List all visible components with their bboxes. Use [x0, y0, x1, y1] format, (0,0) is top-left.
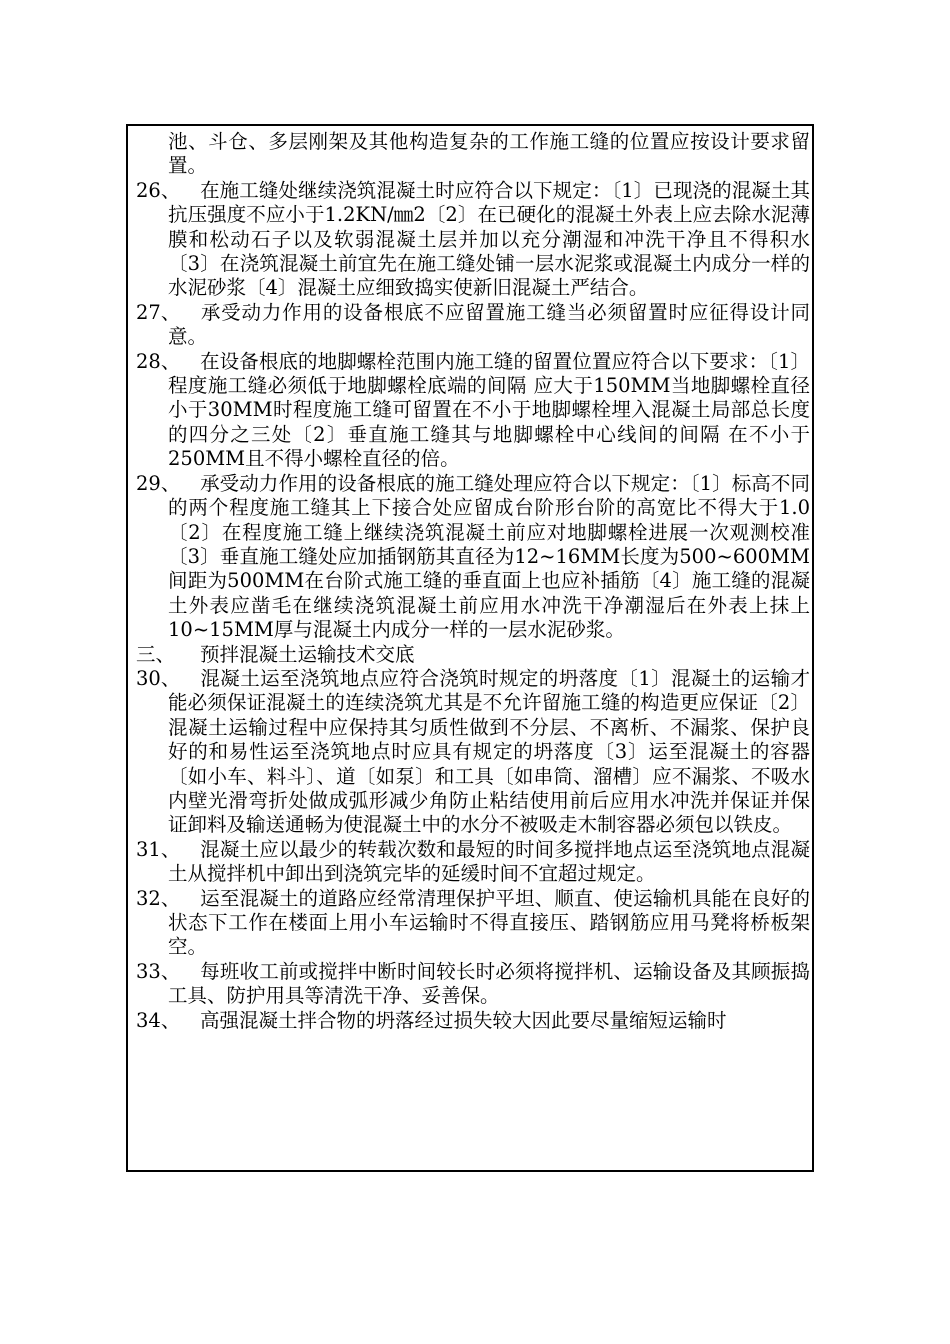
item-number: 29、	[136, 471, 181, 495]
item-number: 34、	[136, 1008, 181, 1032]
item-text: 承受动力作用的设备根底的施工缝处理应符合以下规定：〔1〕标高不同的两个程度施工缝其上下接合处应留成台阶形台阶的高宽比不得大于1.0〔2〕在程度施工缝上继续浇筑混凝土前应对地脚螺栓进展一次观测校准〔3〕垂直施工缝处应加插钢筋其直径为12~16MM长度为500~600MM间距为500MM在台阶式施工缝的垂直面上也应补插筋〔4〕施工缝的混凝土外表应凿毛在继续浇筑混凝土前应用水冲洗干净潮湿后在外表上抹上10~15MM厚与混凝土内成分一样的一层水泥砂浆。	[168, 471, 810, 642]
item-number: 30、	[136, 666, 181, 690]
item-text: 在施工缝处继续浇筑混凝土时应符合以下规定：〔1〕已现浇的混凝土其抗压强度不应小于1.2KN/㎜2〔2〕在已硬化的混凝土外表上应去除水泥薄膜和松动石子以及软弱混凝土层并加以充分潮湿和冲洗干净且不得积水〔3〕在浇筑混凝土前宜先在施工缝处铺一层水泥浆或混凝土内成分一样的水泥砂浆〔4〕混凝土应细致捣实使新旧混凝土严结合。	[168, 178, 810, 300]
item-text: 运至混凝土的道路应经常清理保护平坦、顺直、使运输机具能在良好的状态下工作在楼面上用小车运输时不得直接压、踏钢筋应用马凳将桥板架空。	[168, 886, 810, 959]
list-item	[136, 472, 810, 643]
list-item	[136, 1009, 810, 1033]
item-number: 33、	[136, 959, 181, 983]
list-item	[136, 301, 810, 350]
section-number: 三、	[136, 642, 176, 666]
item-text: 承受动力作用的设备根底不应留置施工缝当必须留置时应征得设计同意。	[168, 300, 810, 349]
list-item	[136, 179, 810, 301]
document-body	[136, 130, 810, 1033]
item-text: 混凝土应以最少的转载次数和最短的时间多搅拌地点运至浇筑地点混凝土从搅拌机中卸出到浇筑完毕的延缓时间不宜超过规定。	[168, 837, 810, 886]
list-item	[136, 887, 810, 960]
document-frame	[126, 124, 814, 1172]
list-item	[136, 960, 810, 1009]
item-number: 28、	[136, 349, 181, 373]
item-number: 27、	[136, 300, 181, 324]
item-text: 混凝土运至浇筑地点应符合浇筑时规定的坍落度〔1〕混凝土的运输才能必须保证混凝土的连续浇筑尤其是不允许留施工缝的构造更应保证〔2〕混凝土运输过程中应保持其匀质性做到不分层、不离析、不漏浆、保护良好的和易性运至浇筑地点时应具有规定的坍落度〔3〕运至混凝土的容器〔如小车、料斗〕、道〔如泵〕和工具〔如串筒、溜槽〕应不漏浆、不吸水内壁光滑弯折处做成弧形减少角防止粘结使用前后应用水冲洗并保证并保证卸料及输送通畅为使混凝土中的水分不被吸走木制容器必须包以铁皮。	[168, 666, 810, 837]
list-item	[136, 350, 810, 472]
item-number: 26、	[136, 178, 181, 202]
section-heading	[136, 643, 810, 667]
intro-paragraph: 池、斗仓、多层刚架及其他构造复杂的工作施工缝的位置应按设计要求留置。	[168, 130, 810, 178]
section-title: 预拌混凝土运输技术交底	[200, 642, 415, 666]
item-number: 31、	[136, 837, 181, 861]
list-item	[136, 838, 810, 887]
item-text: 在设备根底的地脚螺栓范围内施工缝的留置位置应符合以下要求：〔1〕程度施工缝必须低于地脚螺栓底端的间隔 应大于150MM当地脚螺栓直径小于30MM时程度施工缝可留置在不小于地脚螺栓埋入混凝土局部总长度的四分之三处〔2〕垂直施工缝其与地脚螺栓中心线间的间隔 在不小于250MM且不得小螺栓直径的倍。	[168, 349, 810, 471]
item-number: 32、	[136, 886, 181, 910]
item-text: 每班收工前或搅拌中断时间较长时必须将搅拌机、运输设备及其顾振捣工具、防护用具等清洗干净、妥善保。	[168, 959, 810, 1008]
list-item	[136, 667, 810, 838]
item-text: 高强混凝土拌合物的坍落经过损失较大因此要尽量缩短运输时	[200, 1008, 727, 1032]
